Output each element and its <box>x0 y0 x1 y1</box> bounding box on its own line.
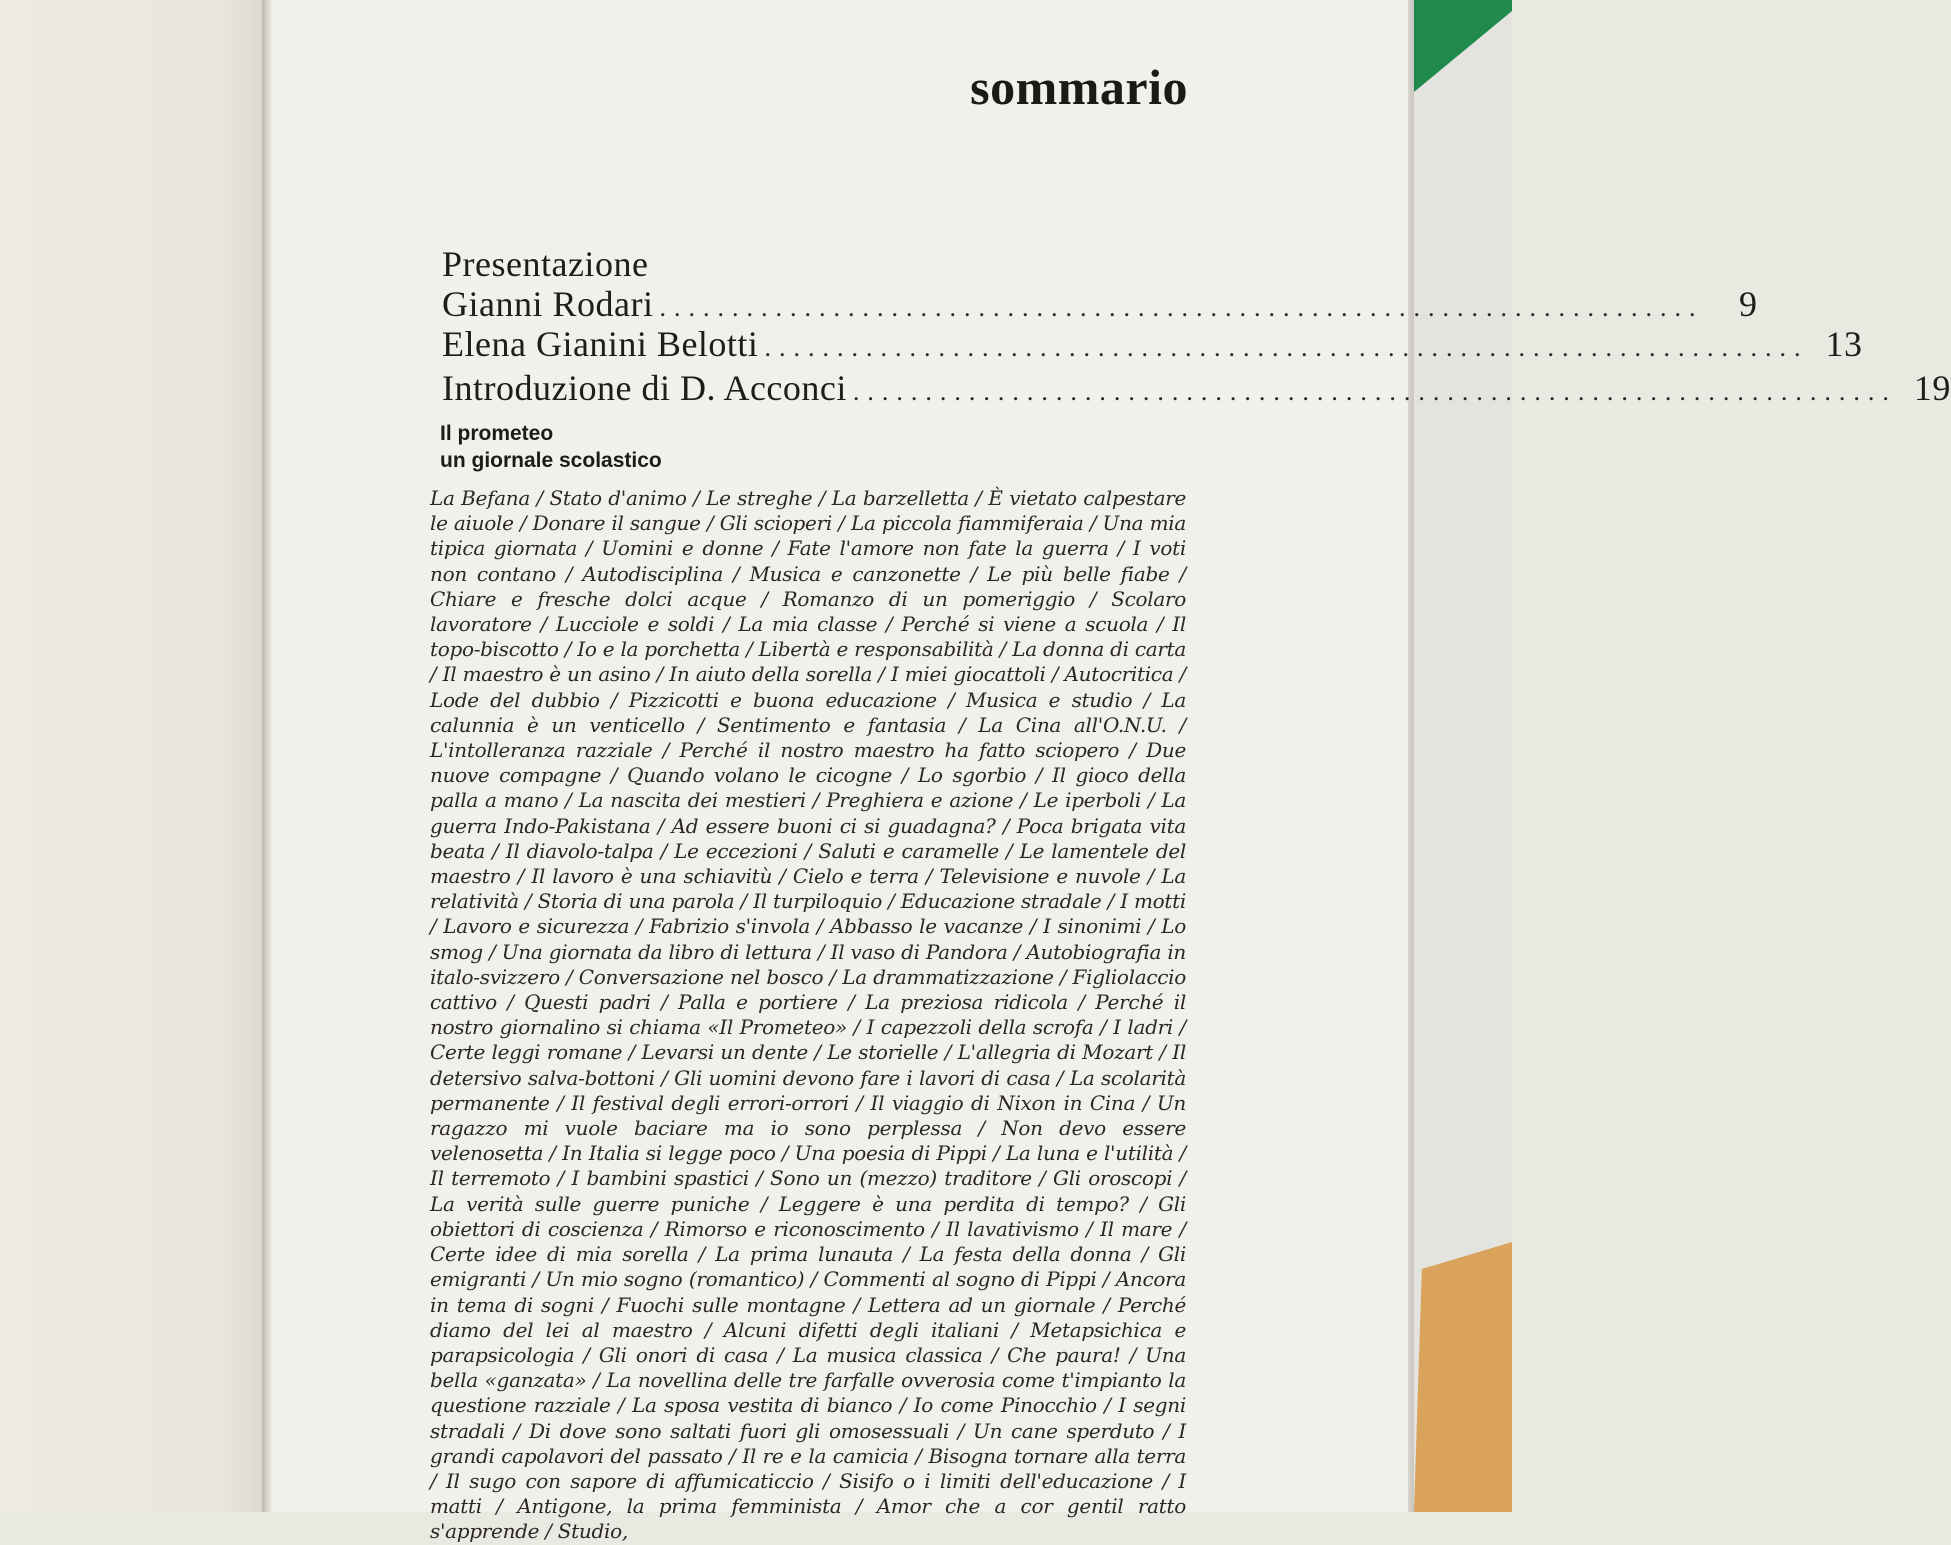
left-page <box>0 0 262 1512</box>
dot-leader: ........................................................................ <box>659 293 1704 322</box>
section-heading <box>440 420 940 474</box>
toc-heading: Presentazione <box>442 244 649 284</box>
toc-entry-page: 9 <box>1738 284 1758 324</box>
toc-entry-page: 19 <box>1913 368 1951 408</box>
page-title: sommario <box>970 59 1188 115</box>
green-cover-corner <box>1414 0 1512 92</box>
table-of-contents <box>442 244 1951 408</box>
toc-entry-label: Gianni Rodari <box>442 284 654 324</box>
toc-entry-label: Introduzione di D. Acconci <box>442 368 847 408</box>
toc-entry <box>442 368 1951 408</box>
toc-entry <box>442 284 1758 324</box>
orange-surface <box>1414 1242 1512 1512</box>
dot-leader: ........................................................................ <box>852 377 1897 406</box>
section-title-line: Il prometeo <box>440 422 554 445</box>
toc-entry-label: Elena Gianini Belotti <box>442 324 759 364</box>
toc-entry <box>442 324 1863 364</box>
background-surface <box>1414 0 1512 1512</box>
contents-paragraph: La Befana / Stato d'animo / Le streghe / La barzelletta / È vietato calpestare le aiuole / Donare il sangue / Gli scioperi / La piccola fiammiferaia / Una mia tipica giornata / Uomini e donne / Fate l'amore non fate la guerra / I voti non contano / Autodisciplina / Musica e canzonette / Le più belle fiabe / Chiare e fresche dolci acque / Romanzo di un pomeriggio / Scolaro lavoratore / Lucciole e soldi / La mia classe / Perché si viene a scuola / Il topo-biscotto / Io e la porchetta / Libertà e responsabilità / La donna di carta / Il maestro è un asino / In aiuto della sorella / I miei giocattoli / Autocritica / Lode del dubbio / Pizzicotti e buona educazione / Musica e studio / La calunnia è un venticello / Sentimento e fantasia / La Cina all'O.N.U. / L'intolleranza razziale / Perché il nostro maestro ha fatto sciopero / Due nuove compagne / Quando volano le cicogne / Lo sgorbio / Il gioco della palla a mano / La nascita dei mestieri / Preghiera e azione / Le iperboli / La guerra Indo-Pakistana / Ad essere buoni ci si guadagna? / Poca brigata vita beata / Il diavolo-talpa / Le eccezioni / Saluti e caramelle / Le lamentele del maestro / Il lavoro è una schiavitù / Cielo e terra / Televisione e nuvole / La relatività / Storia di una parola / Il turpiloquio / Educazione stradale / I motti / Lavoro e sicurezza / Fabrizio s'invola / Abbasso le vacanze / I sinonimi / Lo smog / Una giornata da libro di lettura / Il vaso di Pandora / Autobiografia in italo-svizzero / Conversazione nel bosco / La drammatizzazione / Figliolaccio cattivo / Questi padri / Palla e portiere / La preziosa ridicola / Perché il nostro giornalino si chiama «Il Prometeo» / I capezzoli della scrofa / I ladri / Certe leggi romane / Levarsi un dente / Le storielle / L'allegria di Mozart / Il detersivo salva-bottoni / Gli uomini devono fare i lavori di casa / La scolarità permanente / Il festival degli errori-orrori / Il viaggio di Nixon in Cina / Un ragazzo mi vuole baciare ma io sono perplessa / Non devo essere velenosetta / In Italia si legge poco / Una poesia di Pippi / La luna e l'utilità / Il terremoto / I bambini spastici / Sono un (mezzo) traditore / Gli oroscopi / La verità sulle guerre puniche / Leggere è una perdita di tempo? / Gli obiettori di coscienza / Rimorso e riconoscimento / Il lavativismo / Il mare / Certe idee di mia sorella / La prima lunauta / La festa della donna / Gli emigranti / Un mio sogno (romantico) / Commenti al sogno di Pippi / Ancora in tema di sogni / Fuochi sulle montagne / Lettera ad un giornale / Perché diamo del lei al maestro / Alcuni difetti degli italiani / Metapsichica e parapsicologia / Gli onori di casa / La musica classica / Che paura! / Una bella «ganzata» / La novellina delle tre farfalle ovverosia come t'impianto la questione razziale / La sposa vestita di bianco / Io come Pinocchio / I segni stradali / Di dove sono saltati fuori gli omosessuali / Un cane sperduto / I grandi capolavori del passato / Il re e la camicia / Bisogna tornare alla terra / Il sugo con sapore di affumicaticcio / Sisifo o i limiti dell'educazione / I matti / Antigone, la prima femminista / Amor che a cor gentil ratto s'apprende / Studio, <box>430 486 1186 1544</box>
book-gutter <box>262 0 272 1512</box>
toc-entry-page: 13 <box>1825 324 1863 364</box>
section-subtitle-line: un giornale scolastico <box>440 449 662 472</box>
dot-leader: ........................................................................ <box>764 333 1809 362</box>
